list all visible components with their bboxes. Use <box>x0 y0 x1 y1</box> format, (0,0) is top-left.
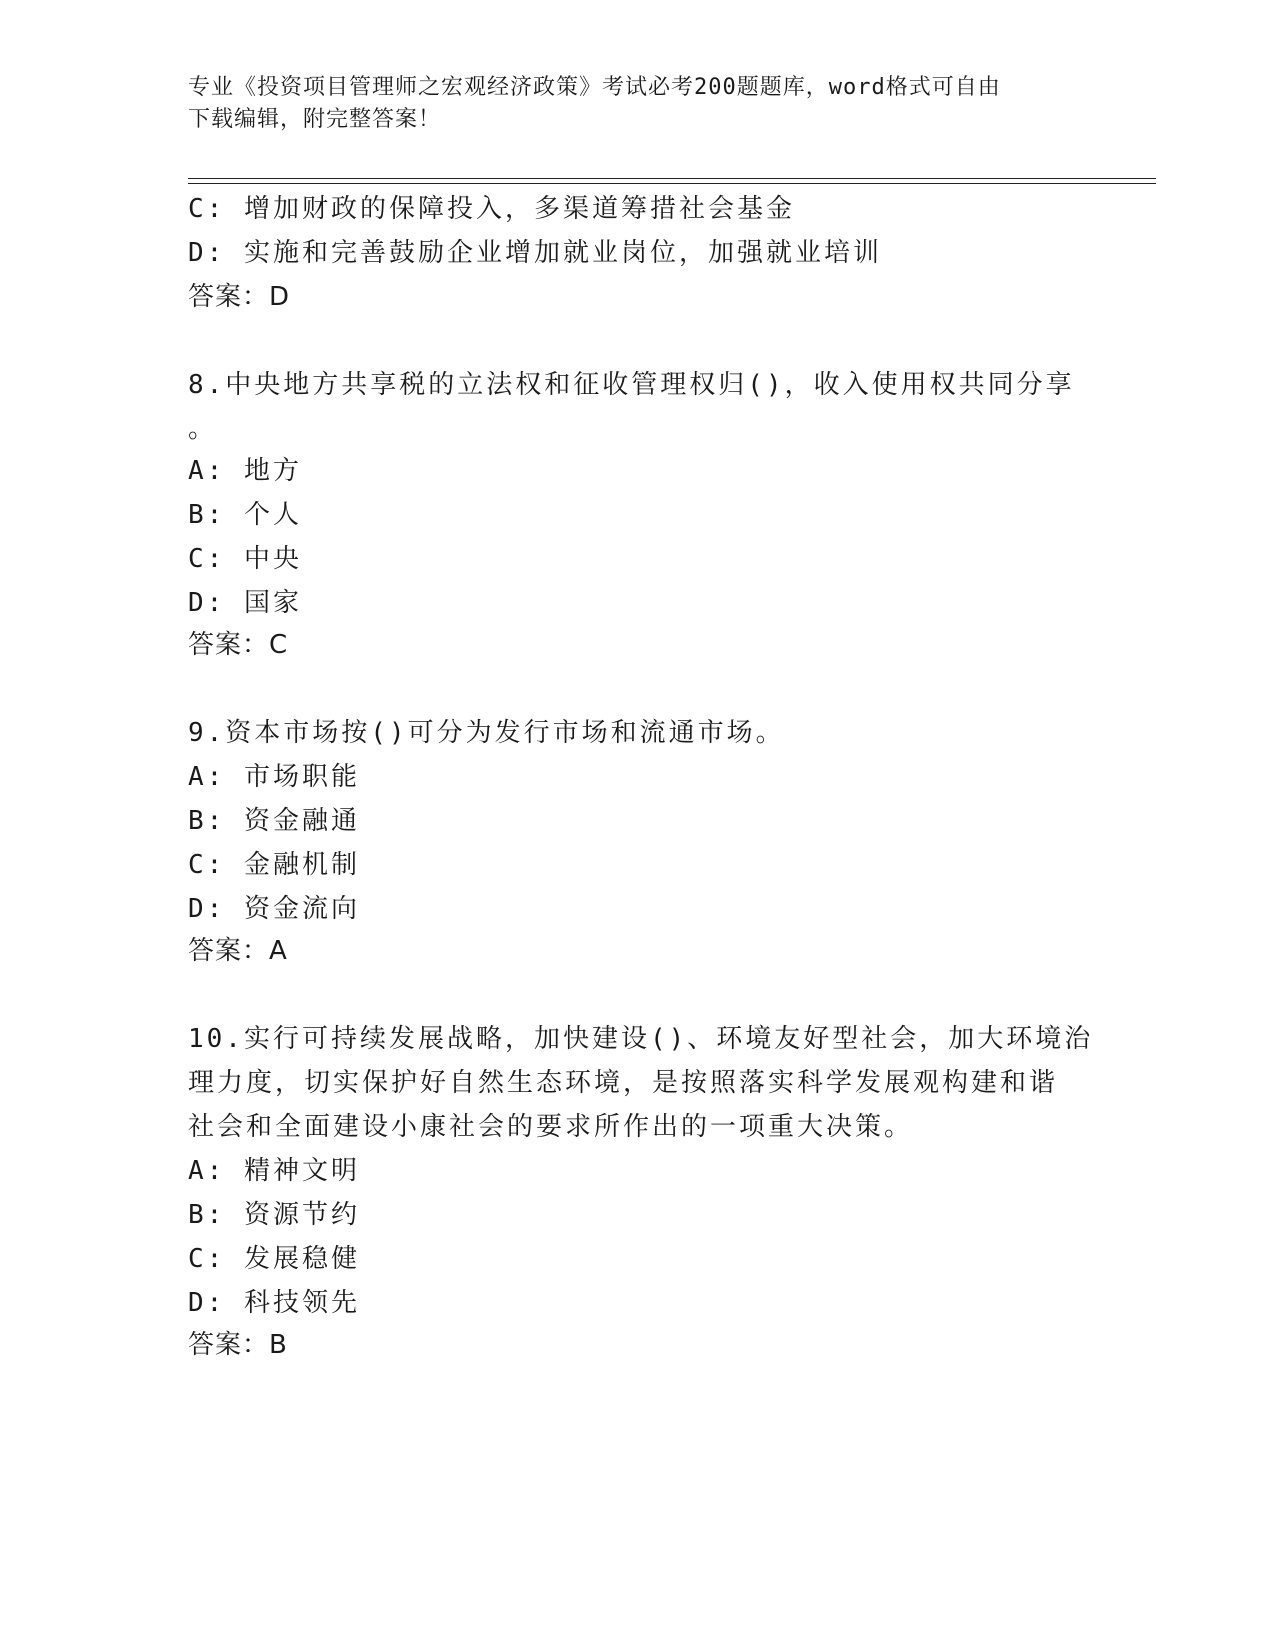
header-divider-bottom <box>188 183 1156 184</box>
q10-option-c: C: 发展稳健 <box>188 1244 360 1274</box>
q10-option-b: B: 资源节约 <box>188 1200 360 1230</box>
q10-answer: 答案：B <box>188 1330 288 1360</box>
q9-option-a: A: 市场职能 <box>188 762 360 792</box>
q8-answer: 答案：C <box>188 630 289 660</box>
q8-option-c: C: 中央 <box>188 544 302 574</box>
q7-answer: 答案：D <box>188 282 291 312</box>
q8-option-b: B: 个人 <box>188 500 302 530</box>
q10-option-a: A: 精神文明 <box>188 1156 360 1186</box>
q7-option-c: C: 增加财政的保障投入，多渠道筹措社会基金 <box>188 194 795 224</box>
q10-stem-line-2: 理力度，切实保护好自然生态环境，是按照落实科学发展观构建和谐 <box>188 1068 1059 1098</box>
q10-stem-line-3: 社会和全面建设小康社会的要求所作出的一项重大决策。 <box>188 1112 914 1142</box>
q9-option-b: B: 资金融通 <box>188 806 360 836</box>
q8-stem-line-2: 。 <box>188 414 218 444</box>
q7-option-d: D: 实施和完善鼓励企业增加就业岗位，加强就业培训 <box>188 238 882 268</box>
q8-stem-line-1: 8.中央地方共享税的立法权和征收管理权归()，收入使用权共同分享 <box>188 370 1075 400</box>
document-header <box>188 72 1078 136</box>
q10-option-d: D: 科技领先 <box>188 1288 360 1318</box>
header-line-2: 下载编辑，附完整答案！ <box>188 107 442 132</box>
q9-option-d: D: 资金流向 <box>188 894 360 924</box>
q10-stem-line-1: 10.实行可持续发展战略，加快建设()、环境友好型社会，加大环境治 <box>188 1024 1094 1054</box>
q8-option-a: A: 地方 <box>188 456 302 486</box>
q9-answer: 答案：A <box>188 936 288 966</box>
header-line-1: 专业《投资项目管理师之宏观经济政策》考试必考200题题库，word格式可自由 <box>188 75 1001 100</box>
q9-option-c: C: 金融机制 <box>188 850 360 880</box>
q8-option-d: D: 国家 <box>188 588 302 618</box>
header-divider-top <box>188 178 1156 179</box>
q9-stem: 9.资本市场按()可分为发行市场和流通市场。 <box>188 718 785 748</box>
